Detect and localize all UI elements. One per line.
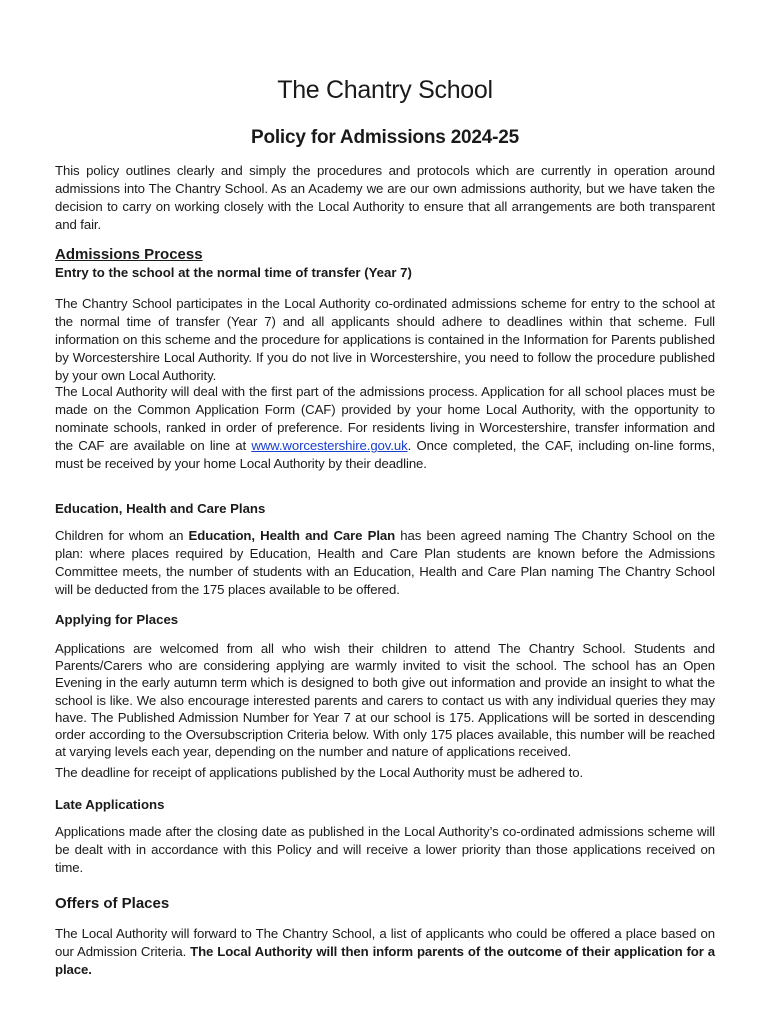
admissions-process-paragraph-2 <box>55 383 715 473</box>
admissions-process-paragraph-1: The Chantry School participates in the Local Authority co-ordinated admissions scheme for entry to the school at the normal time of transfer (Year 7) and all applicants should adhere to deadlines within that scheme. Full information on this scheme and the procedure for applications is contained in the Information for Parents published by Worcestershire Local Authority. If you do not live in Worcestershire, you need to follow the procedure published by your own Local Authority. <box>55 296 715 383</box>
ehcp-heading: Education, Health and Care Plans <box>55 501 266 516</box>
admissions-process-heading: Admissions Process <box>55 246 203 263</box>
applying-paragraph-2: The deadline for receipt of applications published by the Local Authority must be adhered to. <box>55 765 584 780</box>
admissions-text-after-link: . Once completed, the CAF, including on-line forms, must be received by your home Local Authority by their deadline. <box>55 438 715 471</box>
offers-bold-text: The Local Authority will then inform parents of the outcome of their application for a place. <box>55 944 715 977</box>
ehcp-paragraph <box>55 527 715 599</box>
late-applications-paragraph: Applications made after the closing date as published in the Local Authority’s co-ordinated admissions scheme will be dealt with in accordance with this Policy and will receive a lower priority than those applications received on time. <box>55 824 715 875</box>
offers-text-start: The Local Authority will forward to The Chantry School, a list of applicants who could be offered a place based on our Admission Criteria. <box>55 926 715 959</box>
ehcp-text-rest: has been agreed naming The Chantry School on the plan: where places required by Education, Health and Care Plan students are known before the Admissions Committee meets, the number of students with an Education, Health and Care Plan naming The Chantry School will be deducted from the 175 places available to be offered. <box>55 528 715 597</box>
late-applications-heading: Late Applications <box>55 797 165 812</box>
ehcp-bold-term: Education, Health and Care Plan <box>188 528 396 543</box>
applying-paragraph-1: Applications are welcomed from all who wish their children to attend The Chantry School. Students and Parents/Carers who are considering applying are warmly invited to visit the school. The school has an Open Evening in the early autumn term which is designed to both give out information and provide an insight to what the school is like. We also encourage interested parents and carers to contact us with any individual queries they may have. The Published Admission Number for Year 7 at our school is 175. Applications will be sorted in descending order according to the Oversubscription Criteria below. With only 175 places available, this number will be reached at varying levels each year, depending on the number and nature of applications received. <box>55 641 715 760</box>
worcestershire-link[interactable]: www.worcestershire.gov.uk <box>251 438 408 453</box>
applying-heading: Applying for Places <box>55 612 179 627</box>
ehcp-text-start: Children for whom an <box>55 528 189 543</box>
admissions-text-before-link: The Local Authority will deal with the first part of the admissions process. Application for all school places must be made on the Common Application Form (CAF) provided by your home Local Authority, with the opportunity to nominate schools, ranked in order of preference. For residents living in Worcestershire, transfer information and the CAF are available on line at <box>55 384 715 453</box>
document-subtitle: Policy for Admissions 2024-25 <box>250 127 520 148</box>
normal-transfer-subheading: Entry to the school at the normal time of transfer (Year 7) <box>55 265 412 280</box>
document-title: The Chantry School <box>277 76 493 104</box>
offers-paragraph <box>55 925 715 979</box>
offers-heading: Offers of Places <box>55 895 170 912</box>
intro-paragraph: This policy outlines clearly and simply the procedures and protocols which are currently in operation around admissions into The Chantry School. As an Academy we are our own admissions authority, but we have taken the decision to carry on working closely with the Local Authority to ensure that all arrangements are both transparent and fair. <box>55 163 715 232</box>
